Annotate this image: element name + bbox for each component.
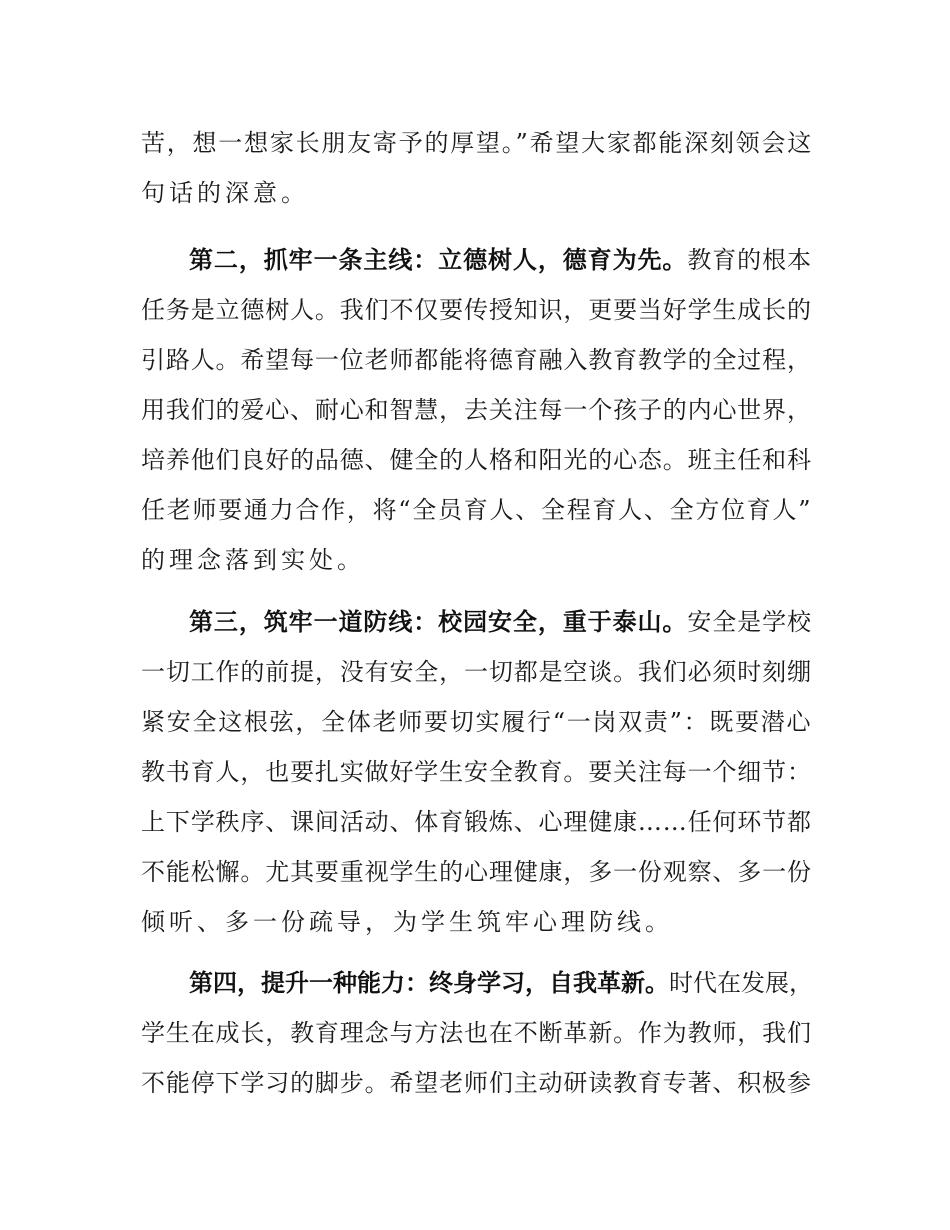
text-line [141,897,811,947]
line-text: 任老师要通力合作，将“全员育人、全程育人、全方位育人” [141,496,813,524]
line-text: 任务是立德树人。我们不仅要传授知识，更要当好学生成长的 [141,296,812,324]
text-line [141,597,811,647]
line-text: 倾听、多一份疏导，为学生筑牢心理防线。 [141,908,673,936]
text-line [141,535,811,585]
line-text: 句话的深意。 [141,179,309,207]
line-text: 教书育人，也要扎实做好学生安全教育。要关注每一个细节： [141,758,812,786]
text-line [141,485,811,535]
line-text: 不能停下学习的脚步。希望老师们主动研读教育专著、积极参 [141,1069,812,1097]
text-line [141,747,811,797]
point-heading: 第二，抓牢一条主线：立德树人，德育为先。 [189,246,688,274]
paragraph-continuation [141,118,814,218]
line-text: 学生在成长，教育理念与方法也在不断革新。作为教师，我们 [141,1019,812,1047]
text-line [141,847,811,897]
text-line [141,235,811,285]
line-text: 的理念落到实处。 [141,546,365,574]
line-text: 安全是学校 [687,608,812,636]
text-line [141,385,811,435]
paragraph-fourth-point [141,958,811,1108]
text-line [141,647,811,697]
point-heading: 第四，提升一种能力：终身学习，自我革新。 [189,969,669,997]
line-text: 紧安全这根弦，全体老师要切实履行“一岗双责”：既要潜心 [141,708,813,736]
point-heading: 第三，筑牢一道防线：校园安全，重于泰山。 [189,608,688,636]
text-line [141,285,811,335]
line-text: 一切工作的前提，没有安全，一切都是空谈。我们必须时刻绷 [141,658,812,686]
text-line [141,335,811,385]
line-text: 不能松懈。尤其要重视学生的心理健康，多一份观察、多一份 [141,858,812,886]
line-text: 苦，想一想家长朋友寄予的厚望。”希望大家都能深刻领会这 [141,129,814,157]
text-line [141,797,811,847]
line-text: 上下学秩序、课间活动、体育锻炼、心理健康……任何环节都 [141,808,812,836]
line-text: 培养他们良好的品德、健全的人格和阳光的心态。班主任和科 [141,446,812,474]
line-text: 时代在发展， [669,969,813,997]
text-line [141,435,811,485]
line-text: 引路人。希望每一位老师都能将德育融入教育教学的全过程， [141,346,812,374]
text-line [141,1008,811,1058]
line-text: 用我们的爱心、耐心和智慧，去关注每一个孩子的内心世界， [141,396,812,424]
text-line [141,168,811,218]
text-line [141,697,811,747]
paragraph-third-point [141,597,811,947]
text-line [141,1058,811,1108]
paragraph-second-point [141,235,811,585]
text-line [141,118,814,168]
text-line [141,958,811,1008]
line-text: 教育的根本 [687,246,812,274]
